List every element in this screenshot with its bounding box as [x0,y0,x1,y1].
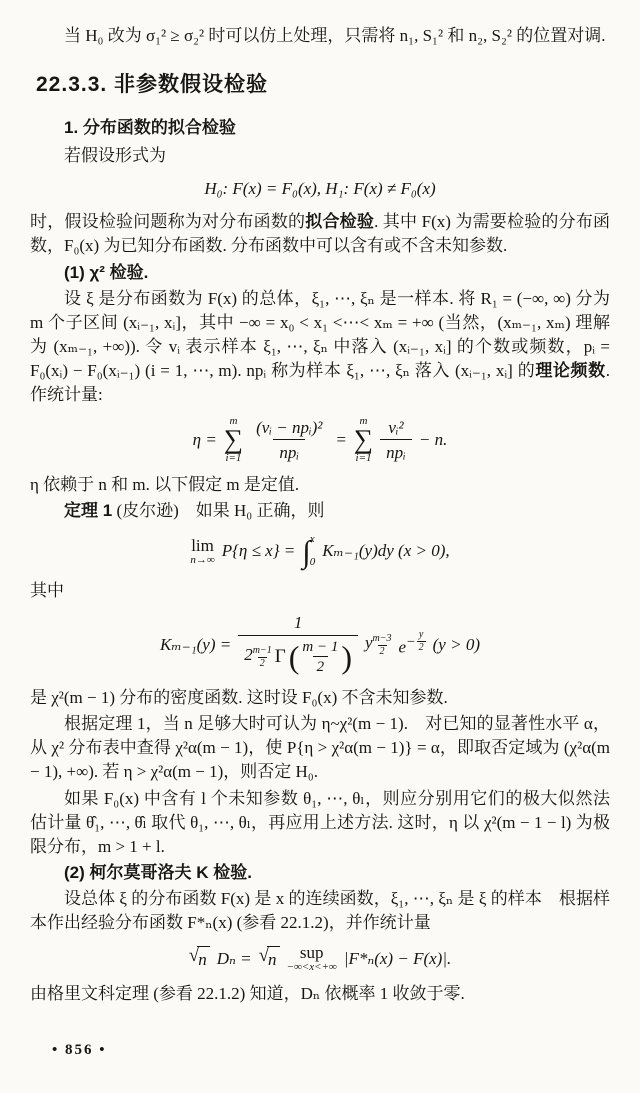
theorem-1-pearson [30,499,610,523]
paragraph-kolmogorov-setup: 设总体 ξ 的分布函数 F(x) 是 x 的连续函数，ξ₁, ⋯, ξₙ 是 ξ 的样本 根据样本作出经验分布函数 F*ₙ(x) (参看 22.1.2)，并作统计量 [30,889,610,933]
two-power-term [244,644,271,670]
exp-den: 2 [418,642,424,654]
Dn-equals: Dₙ = [216,948,252,968]
gamma-argument-fraction [302,638,338,678]
paragraph-variance-swap-note: 当 H₀ 改为 σ₁² ≥ σ₂² 时可以仿上处理，只需将 n₁, S₁² 和 n₂, S₂² 的位置对调. [64,26,606,45]
gamma-symbol: Γ [274,646,286,668]
fraction-numerator: vᵢ² [388,417,404,437]
summation-operator [224,416,243,464]
chi-square-statistic-formula [30,416,610,464]
main-fraction [238,612,358,677]
item-heading-chi-square-test: (1) χ² 检验. [64,262,149,282]
sum-icon: ∑ [223,424,244,455]
y-base: y [365,633,373,653]
bold-term-fit-test: 拟合检验 [305,212,375,232]
probability-expression: P{η ≤ x} = [221,541,296,561]
integral-icon: ∫ [302,533,311,569]
K-lhs: Kₘ₋₁(y) = [160,634,232,654]
sum-icon: ∑ [353,424,374,455]
sqrt-term [259,946,280,972]
exponent-fraction [253,645,272,670]
radicand: n [267,946,280,972]
text-run: . 作统计量: [30,361,610,405]
exp-den: 2 [259,658,265,670]
text-run: 时，假设检验问题称为对分布函数的 [30,212,306,232]
page-number: • 856 • [52,1042,107,1059]
integrand-expression: Kₘ₋₁(y)dy (x > 0), [322,541,450,561]
absolute-difference-expression: |F*ₙ(x) − F(x)|. [343,948,452,968]
gamma-frac-den: 2 [313,656,329,677]
sqrt-term [189,946,210,972]
item-heading-kolmogorov-test: (2) 柯尔莫哥洛夫 K 检验. [64,862,252,882]
paragraph-unknown-parameters: 如果 F₀(x) 中含有 l 个未知参数 θ₁, ⋯, θₗ，则应分别用它们的极大似然法估计量 θ̂₁, ⋯, θ̂ₗ 取代 θ₁, ⋯, θₗ，再应用上述方法. 这时，η 以 χ²(m − 1 − l) 为极限分布，m > 1 + l. [30,788,610,856]
lim-text: lim [191,535,214,555]
e-exponent-fraction [417,629,426,654]
radical-icon: √ [188,944,200,966]
exp-num: m−3 [372,633,392,645]
paragraph-eta-dependence: η 依赖于 n 和 m. 以下假定 m 是定值. [30,474,300,494]
sup-condition: −∞<x<+∞ [286,961,337,974]
supremum-operator [287,944,337,973]
equals-sign: = [335,430,347,450]
y-power-term [365,631,392,658]
fraction-denominator: npᵢ [273,439,305,463]
right-paren: ) [341,638,352,675]
sup-text: sup [299,943,324,963]
gamma-frac-num: m − 1 [302,638,339,655]
paragraph-fit-test-definition [30,210,610,258]
base-two: 2 [244,645,253,665]
paragraph-significance-level: 根据定理 1，当 n 足够大时可认为 η~χ²(m − 1). 对已知的显著性水平 α，从 χ² 分布表中查得 χ²α(m − 1)，使 P{η > χ²α(m − 1)} = α，即取否定域为 (χ²α(m − 1), +∞). 若 η > χ²α(m − 1)，则否定 H₀. [30,714,610,782]
kolmogorov-statistic-formula [30,944,610,973]
summation-operator [354,416,373,464]
text-run: (皮尔逊) 如果 H₀ 正确，则 [112,501,325,521]
sum-lower-limit: i=1 [225,451,242,464]
limit-operator [190,537,214,566]
hypothesis-expression: H₀: F(x) = F₀(x), H₁: F(x) ≠ F₀(x) [204,179,436,199]
text-run: . 其中 F(x) 为需要检验的分布函数，F₀(x) 为已知分布函数. 分布函数中可以含有或不含未知参数. [30,212,611,256]
y-exponent-fraction [373,633,392,658]
paragraph-where: 其中 [30,581,64,601]
integral-lower-limit: 0 [309,555,316,568]
sum-upper-limit: m [359,415,368,428]
integral-operator [302,532,315,570]
eta-tail: − n. [418,430,448,450]
sum-upper-limit: m [229,415,238,428]
section-heading: 22.3.3. 非参数假设检验 [36,73,269,97]
fraction-observed-expected [250,417,328,464]
e-exponent: − y 2 [406,629,424,654]
left-paren: ( [288,638,300,675]
fraction-v-squared [380,417,412,464]
e-power-term [399,629,426,660]
sum-lower-limit: i=1 [355,451,372,464]
exp-den: 2 [379,646,385,658]
hypothesis-formula [30,177,610,201]
fraction-numerator: (vᵢ − npᵢ)² [256,417,323,437]
paragraph-chi-square-setup [30,287,610,408]
exp-num: y [418,629,424,641]
radicand: n [197,946,210,972]
bold-term-theoretical-frequency: 理论频数 [535,361,606,381]
radical-icon: √ [258,944,270,966]
subsection-heading-fit-test: 1. 分布函数的拟合检验 [64,117,236,137]
exp-num: m−1 [252,645,272,657]
chi-square-density-formula [30,612,610,677]
fraction-numerator: 1 [293,613,303,633]
paragraph-glivenko-theorem: 由格里文科定理 (参看 22.1.2) 知道，Dₙ 依概率 1 收敛于零. [30,984,465,1004]
fraction-denominator [238,635,358,678]
domain-condition: (y > 0) [432,634,480,654]
integral-upper-limit: x [309,533,315,546]
eta-lhs: η = [192,430,217,450]
integral-limits [310,532,316,570]
text-run: 设 ξ 是分布函数为 F(x) 的总体，ξ₁, ⋯, ξₙ 是一样本. 将 R₁ = (−∞, ∞) 分为 m 个子区间 (xᵢ₋₁, xᵢ]，其中 −∞ = x₀ < x₁ <⋯< xₘ = +∞ (当然，(xₘ₋₁, xₘ) 理解为 (xₘ₋₁, +∞)). 令 vᵢ 表示样本 ξ₁, ⋯, ξₙ 中落入 (xᵢ₋₁, xᵢ] 的个数或频数，pᵢ = F₀(xᵢ) − F₀(xᵢ₋₁) (i = 1, ⋯, m). npᵢ 称为样本 ξ₁, ⋯, ξₙ 落入 (xᵢ₋₁, xᵢ] 的 [30,288,610,381]
paragraph-if-hypothesis: 若假设形式为 [64,146,166,166]
fraction-denominator: npᵢ [380,439,412,463]
paragraph-density-note: 是 χ²(m − 1) 分布的密度函数. 这时设 F₀(x) 不含未知参数. [30,688,448,708]
e-base: e [398,637,407,657]
pearson-limit-formula [30,532,610,570]
limit-condition: n→∞ [190,553,215,566]
theorem-label: 定理 1 [64,501,113,521]
